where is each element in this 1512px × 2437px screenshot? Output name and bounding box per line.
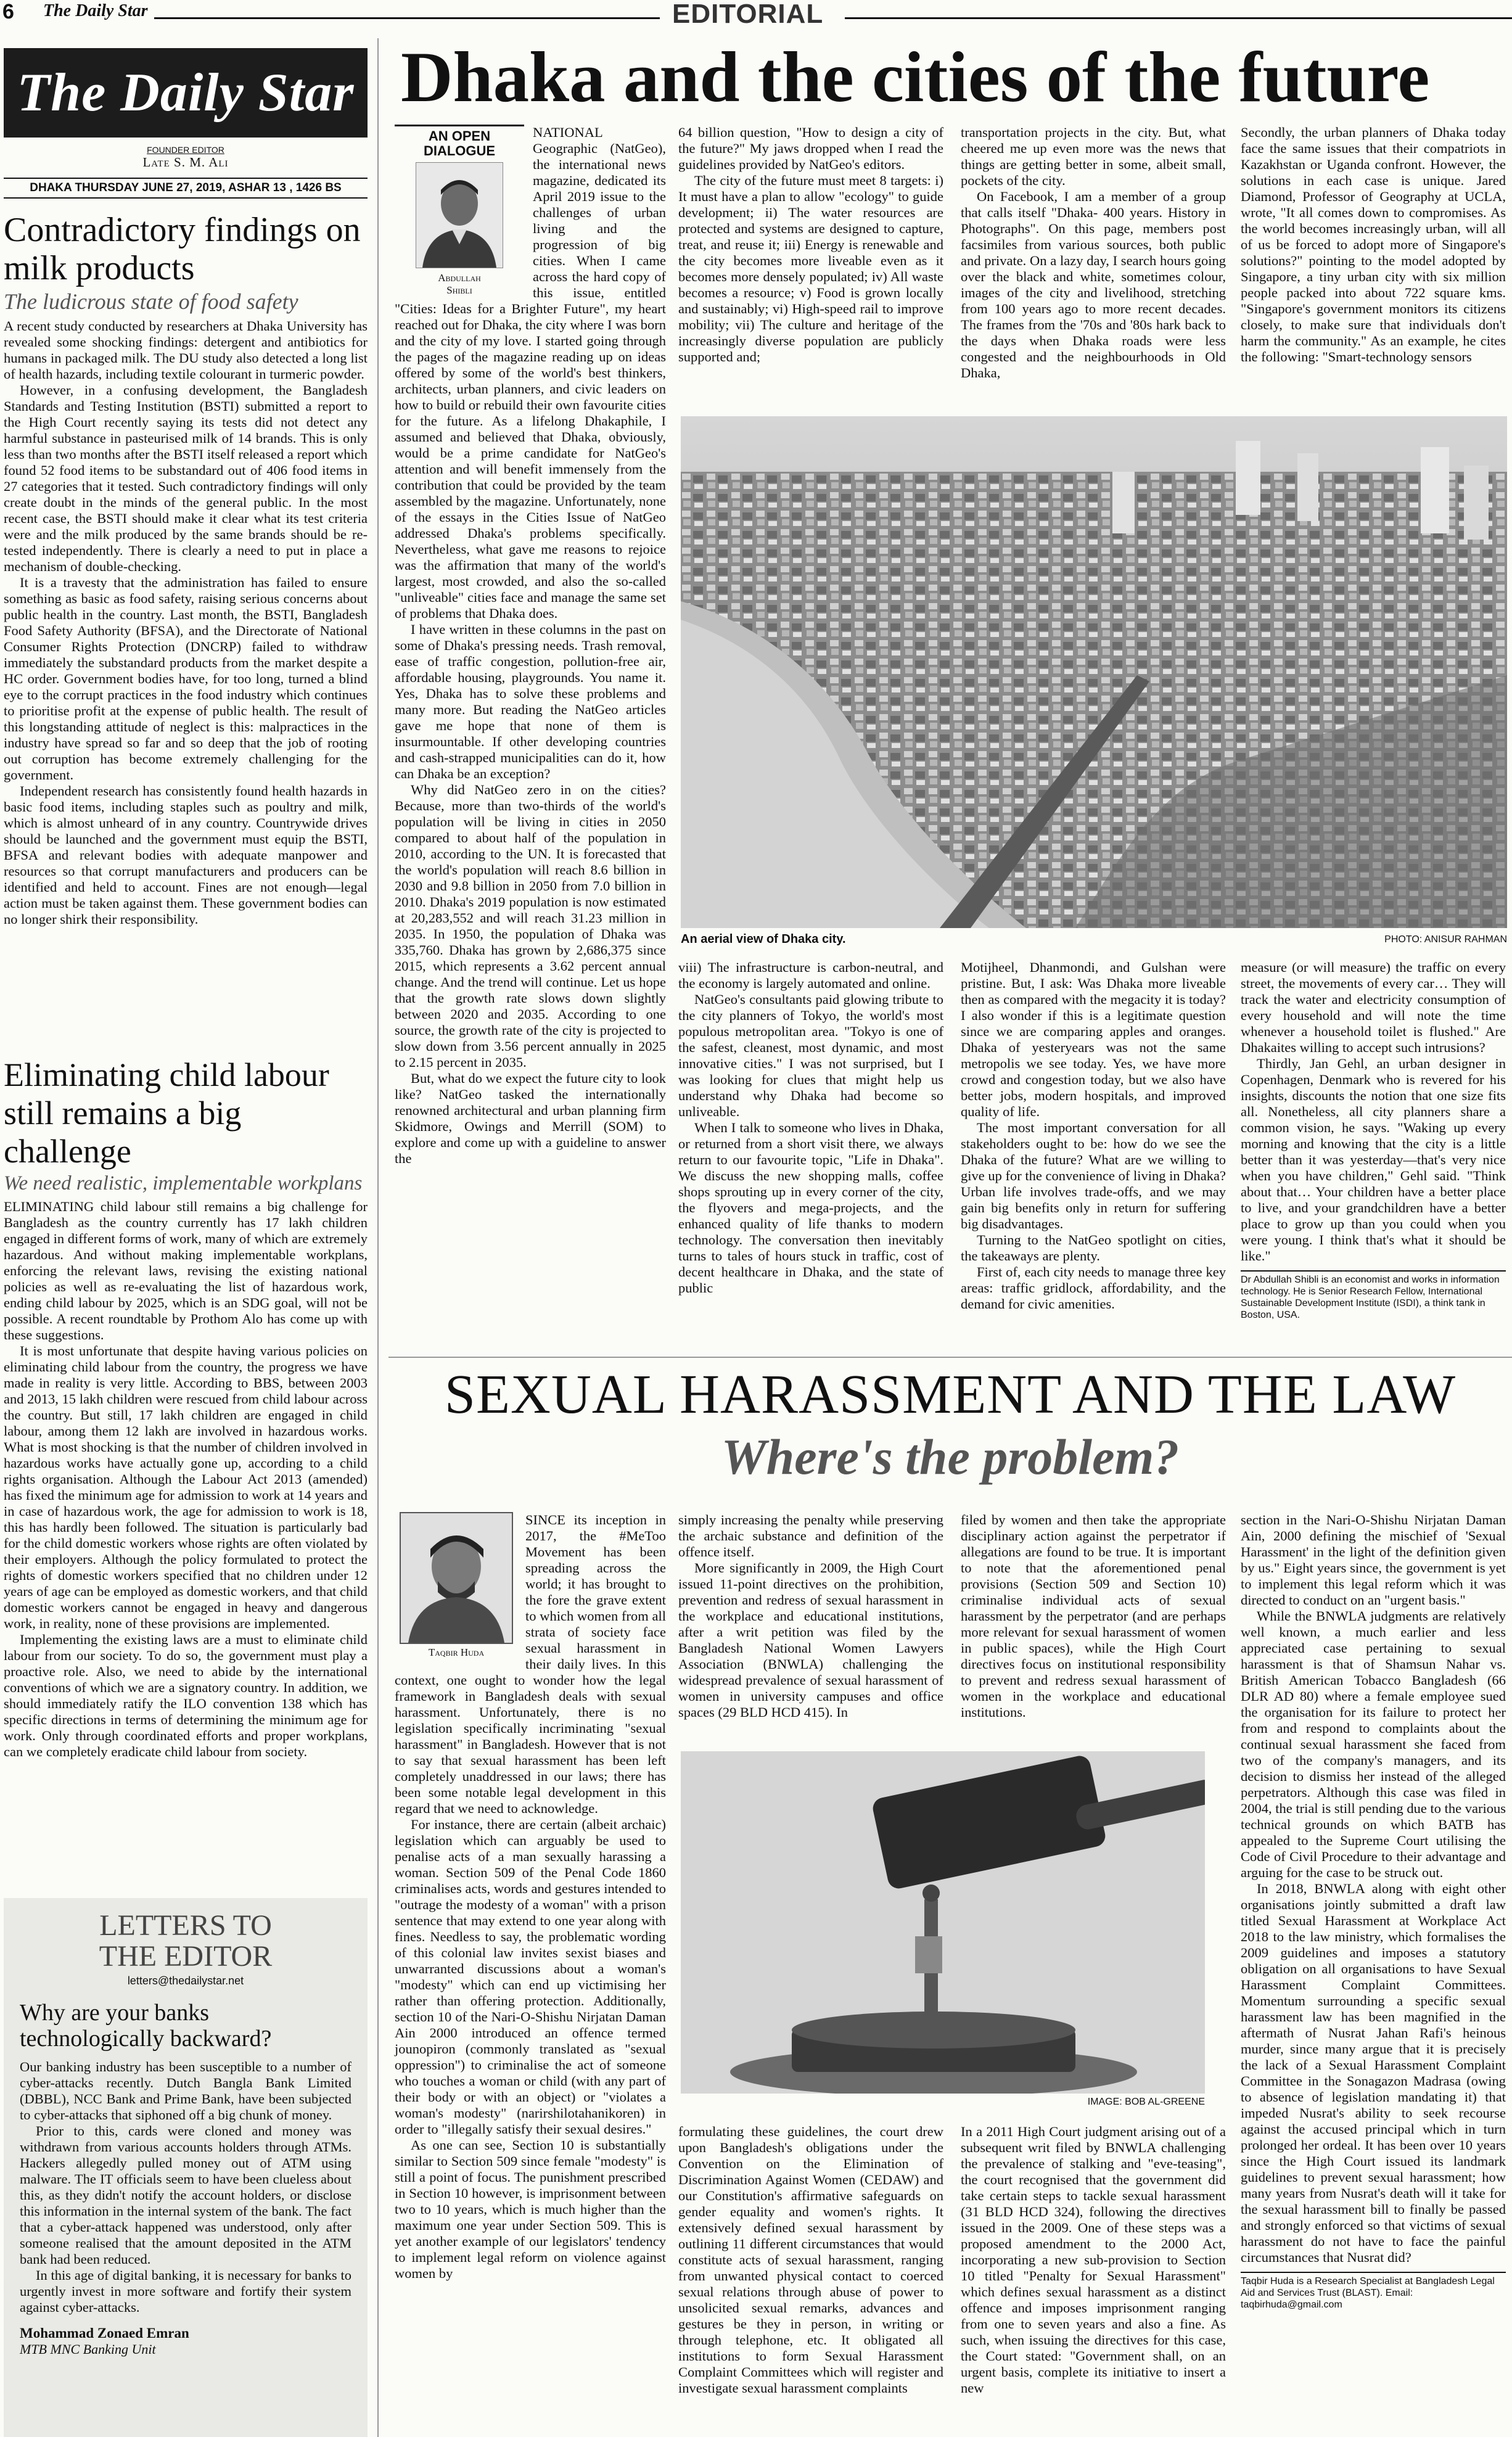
column-label: AN OPEN DIALOGUE: [395, 125, 524, 158]
author2-portrait-icon: [401, 1513, 512, 1643]
article1-col2-bottom: [678, 960, 943, 1296]
paragraph: ELIMINATING child labour still remains a big challenge for Bangladesh as the country currently has 17 lakh children engaged in different forms of work, many of which are extremely hazardous. And without making implementable workplans, enforcing the relevant laws, revising the existing national policies as well as re-evaluating the list of hazardous work, ending child labour by 2025, which is an SDG goal, will not be possible. A recent roundtable by Prothom Alo has come up with these suggestions.: [4, 1199, 368, 1342]
header-rule-left: [154, 17, 660, 19]
article2-subtitle: Where's the problem?: [721, 1429, 1180, 1485]
editorial-milk: [4, 211, 368, 927]
dateline: DHAKA THURSDAY JUNE 27, 2019, ASHAR 13 , 1426 BS: [4, 178, 368, 199]
image-credit: IMAGE: BOB AL-GREENE: [1087, 2097, 1205, 2107]
paragraph: formulating these guidelines, the court drew upon Bangladesh's obligations under the Convention on the Elimination of Discrimination Against Women (CEDAW) and our Constitution's affirmative safeguards on gender equality and women's rights. It extensively defined sexual harassment by outlining 11 different circumstances that would constitute acts of sexual harassment, ranging from unwanted physical contact to coerced sexual relations through abuse of power to unsolicited sexual remarks, advances and gestures be they in person, in writing or through telephone, etc. It obligated all institutions to form Sexual Harassment Complaint Committees which will register and investigate sexual harassment complaints: [678, 2124, 943, 2396]
paragraph: In 2018, BNWLA along with eight other organisations jointly submitted a draft law titled Sexual Harassment at Workplace Act 2018 to the law ministry, which formalises the 2009 guidelines and imposes a statutory obligation on all organisations to have Sexual Harassment Complaint Committees. Momentum surrounding a specific sexual harassment law has been magnified in the aftermath of Nusrat Jahan Rafi's heinous murder, since many argue that it is precisely the lack of a Sexual Harassment Complaint Committee in the Sonagazon Madrasa (owing to absence of legislation mandating it) that impeded Nusrat's ability to seek recourse against the accused principal which in turn prolonged her ordeal. It has been over 10 years since the High Court issued its landmark guidelines to prevent sexual harassment; how many years from Nusrat's death will it take for the sexual harassment bill to finally be passed and strongly enforced so that victims of sexual harassment do not have to face the painful circumstances that Nusrat did?: [1241, 1881, 1506, 2265]
letters-headline: Why are your banks technologically backward?: [20, 2000, 272, 2052]
paragraph: While the BNWLA judgments are relatively well known, a much earlier and less appreciated case pertaining to sexual harassment is that of Shamsun Nahar vs. British American Tobacco Bangladesh (66 DLR AD 80) where a female employee sued the organisation for its failure to protect her from and respond to complaints about the continual sexual harassment she faced from two of the company's managers, and its decision to dismiss her instead of the alleged perpetrators. Although this case was filed in 2004, the trial is still pending due to the various technical grounds on which BATB has appealed to the Supreme Court utilising the Code of Civil Procedure to their advantage and arguing for the case to be struck out.: [1241, 1608, 1506, 1880]
paragraph: As one can see, Section 10 is substantially similar to Section 509 since female "modesty" is still a point of focus. The punishment prescribed in Section 10 however, is imprisonment between two to 10 years, which is much higher than the maximum one year under Section 509. This is yet another example of our legislators' tendency to implement legal reform on violence against women by: [395, 2137, 666, 2281]
paragraph: In this age of digital banking, it is necessary for banks to urgently invest in more software and fortify their system against cyber-attacks.: [20, 2267, 351, 2315]
paragraph: On Facebook, I am a member of a group that calls itself "Dhaka- 400 years. History in Photographs". On this page, members post facsimiles from various sources, both public and private. On a lazy day, I search hours going over the black and white, sometimes colour, images of the city and livelihood, stretching from 100 years ago to more recent decades. The frames from the '70s and '80s hark back to the days when Dhaka roads were less congested and the neighbourhoods in Old Dhaka,: [961, 189, 1226, 380]
editorial-child-subtitle: We need realistic, implementable workplans: [4, 1172, 363, 1194]
paragraph: Thirdly, Jan Gehl, an urban designer in Copenhagen, Denmark who is revered for his insights, discounts the notion that one size fits all. Nonetheless, all city planners share a common vision, he says. "Waking up every morning and knowing that the city is a little better than it was yesterday—that's very nice when you have children," Gehl said. "Think about that… Your children have a better place to live, and your grandchildren have a better place to grow up than you could when you were young. I think that's what it should be like.": [1241, 1056, 1506, 1264]
founder-name: Late S. M. Ali: [142, 155, 229, 170]
letter-author: Mohammad Zonaed Emran: [20, 2325, 189, 2341]
author-photo: [416, 162, 503, 268]
letters-title: LETTERS TO THE EDITOR: [99, 1909, 273, 1973]
author-portrait-icon: [416, 163, 503, 268]
paragraph: Implementing the existing laws are a must to eliminate child labour from our society. To do so, the government must play a proactive role. Also, we need to abide by the international conventions of which we are a signatory country. In addition, we should immediately ratify the ILO convention 138 which has specific directions in terms of determining the minimum age for work. Only through coordinated efforts and proper workplans, can we completely eradicate child labour from society.: [4, 1632, 368, 1759]
article1-col2-top: [678, 125, 943, 365]
paragraph: More significantly in 2009, the High Court issued 11-point directives on the prohibition, prevention and redress of sexual harassment in the workplace and educational institutions, after a writ petition was filed by the Bangladesh National Women Lawyers Association (BNWLA) challenging the widespread prevalence of sexual harassment of women in university campuses and office spaces (29 BLD HCD 415). In: [678, 1560, 943, 1720]
paragraph: Prior to this, cards were cloned and money was withdrawn from various accounts holders through ATMs. Hackers allegedly pulled money out of ATM using malware. The IT officials seem to have been clueless about this, as they didn't notify the account holders, or disclose this information in the internal system of the bank. The fact that a cyber-attack happened was understood, only after someone realised that the amount deposited in the ATM bank had been reduced.: [20, 2123, 351, 2267]
paragraph: The city of the future must meet 8 targets: i) It must have a plan to allow "ecology" to guide development; ii) The water resources are protected and systems are designed to capture, treat, and reuse it; iii) Energy is renewable and the city becomes more liveable even as it becomes more densely populated; iv) All waste becomes a resource; v) Food is grown locally and sustainably; vi) High-speed rail to improve mobility; vii) The culture and heritage of the increasingly diverse population are publicly supported and;: [678, 173, 943, 364]
header-paper-name: The Daily Star: [43, 1, 148, 20]
editorial-child-labour: [4, 1056, 368, 1760]
column-divider: [377, 38, 379, 2437]
article2-col2-top: [678, 1512, 943, 1720]
paragraph: The most important conversation for all stakeholders ought to be: how do we see the Dhaka of the future? What are we willing to give up for the convenience of living in Dhaka? Urban life involves trade-offs, and we may gain big benefits only in return for suffering big disadvantages.: [961, 1120, 1226, 1231]
founder-label: FOUNDER EDITOR: [147, 145, 224, 155]
aerial-dhaka-photo: [681, 416, 1507, 928]
header-rule-right: [845, 17, 1512, 19]
paragraph: Our banking industry has been susceptible to a number of cyber-attacks recently. Dutch Bangla Bank Limited (DBBL), NCC Bank and Prime Bank, have been subjected to cyber-attacks that siphoned off a big chunk of money.: [20, 2059, 351, 2123]
article2-col4: [1241, 1512, 1506, 2311]
photo-credit: PHOTO: ANISUR RAHMAN: [1384, 934, 1507, 945]
paragraph: simply increasing the penalty while preserving the archaic substance and definition of the offence itself.: [678, 1512, 943, 1560]
article1-col4-top: [1241, 125, 1506, 365]
article2-col3-top: [961, 1512, 1226, 1720]
paragraph: First of, each city needs to manage three key areas: traffic gridlock, affordability, and the demand for civic amenities.: [961, 1264, 1226, 1312]
editorial-milk-body: [4, 318, 368, 927]
paragraph: SINCE its inception in 2017, the #MeToo Movement has been spreading across the world; it has brought to the fore the grave extent to which women from all strata of society face sexual harassment in their daily lives. In this context, one ought to wonder how the legal framework in Bangladesh deals with sexual harassment. Unfortunately, there is no legislation specifically incriminating "sexual harassment" in Bangladesh. However that is not to say that sexual harassment has been left completely unaddressed in our laws; there has been some notable legal development in this regard that we need to acknowledge.: [395, 1512, 666, 1816]
paragraph: However, in a confusing development, the Bangladesh Standards and Testing Institution (BSTI) submitted a report to the High Court recently saying its tests did not detect any harmful substance in pasteurised milk of 14 brands. This is only less than two months after the BSTI itself released a report which found 52 food items to be substandard out of 406 food items in 27 categories that it tested. Such contradictory findings will only create doubt in the minds of the general public. In the most recent case, the BSTI should make it clear what its test criteria were and the milk produced by the same brands should be re-tested independently. There is clearly a need to put in place a mechanism of double-checking.: [4, 382, 368, 574]
author2-name: Taqbir Huda: [428, 1646, 485, 1658]
author2-bio: Taqbir Huda is a Research Specialist at Bangladesh Legal Aid and Services Trust (BLAST). Email: taqbirhuda@gmail.com: [1241, 2272, 1506, 2311]
editorial-child-body: [4, 1199, 368, 1760]
paragraph: When I talk to someone who lives in Dhaka, or returned from a short visit there, we always return to our favourite topic, "Life in Dhaka". We discuss the new shopping malls, coffee shops sprouting up in every corner of the city, the flyovers and mega-projects, and the enhanced quality of life thanks to modern technology. The conversation then inevitably turns to tales of hours stuck in traffic, cost of decent healthcare in Dhaka, and the state of public: [678, 1120, 943, 1296]
aerial-city-image: [681, 416, 1507, 928]
page-number: 6: [2, 0, 14, 23]
editorial-milk-title: Contradictory findings on milk products: [4, 211, 361, 287]
author-bio: Dr Abdullah Shibli is an economist and works in information technology. He is Senior Research Fellow, International Sustainable Development Institute (ISDI), a think tank in Boston, USA.: [1241, 1270, 1506, 1321]
author-name: Abdullah Shibli: [438, 272, 481, 296]
article2-col1: [395, 1512, 666, 2282]
section-rule: [388, 1357, 1512, 1358]
paragraph: Independent research has consistently found health hazards in basic food items, including staples such as poultry and milk, which is almost unheard of in any country. Countrywide drives should be launched and the government must equip the BSTI, BFSA and relevant bodies with adequate manpower and resources so that corrupt manufacturers and producers can be identified and held to account. Fines are not enough—legal action must be taken against them. These government bodies can no longer shirk their responsibility.: [4, 783, 368, 927]
section-label: EDITORIAL: [672, 0, 824, 29]
author2-box: [395, 1512, 518, 1659]
editorial-milk-subtitle: The ludicrous state of food safety: [4, 289, 298, 314]
article1-col3-bottom: [961, 960, 1226, 1312]
photo-caption: An aerial view of Dhaka city.: [681, 932, 846, 946]
founder-block: [4, 145, 368, 170]
letters-box: [4, 1898, 368, 2437]
letter-affiliation: MTB MNC Banking Unit: [20, 2341, 156, 2357]
letters-email[interactable]: letters@thedailystar.net: [127, 1975, 244, 1987]
paragraph: transportation projects in the city. But, what cheered me up even more was the news that things are getting better in some, albeit small, pockets of the city.: [961, 125, 1226, 188]
paragraph: But, what do we expect the future city to look like? NatGeo tasked the internationally renowned architectural and urban planning firm Skidmore, Owings and Merrill (SOM) to explore and come up with a guideline to answer the: [395, 1071, 666, 1166]
masthead-logo: The Daily Star: [17, 63, 355, 123]
author2-photo: [400, 1512, 513, 1644]
paragraph: viii) The infrastructure is carbon-neutral, and the economy is largely automated and online.: [678, 960, 943, 991]
article1-col3-top: [961, 125, 1226, 381]
paragraph: 64 billion question, "How to design a city of the future?" My jaws dropped when I read the guidelines provided by NatGeo's editors.: [678, 125, 943, 172]
paragraph: Turning to the NatGeo spotlight on cities, the takeaways are plenty.: [961, 1232, 1226, 1264]
paragraph: It is most unfortunate that despite having various policies on eliminating child labour from the country, the progress we have made in reality is very little. According to BBS, between 2003 and 2013, 15 lakh children were rescued from child labour across the country. But still, 17 lakh children are engaged in child labour, among them 12 lakh are involved in hazardous works. What is most shocking is that the number of children involved in hazardous works have actually gone up, according to a child rights organisation. Although the Labour Act 2013 (amended) has fixed the minimum age for admission to work at 14 years and in case of hazardous work, the age for admission to work is 18, this has hardly been followed. The situation is particularly bad for the child domestic workers whose rights are often violated by their employers. Although the policy formulated to protect the rights of domestic workers specified that no children under 12 years of age can be employed as domestic workers, and that child domestic workers cannot be engaged in heavy and dangerous work, in reality, none of these provisions are implemented.: [4, 1343, 368, 1631]
paragraph: NATIONAL Geographic (NatGeo), the international news magazine, dedicated its April 2019 issue to the challenges of urban living and the progression of big cities. When I came across the hard copy of this issue, entitled "Cities: Ideas for a Brighter Future", my heart reached out for Dhaka, the city where I was born and the city of my love. I started going through the pages of the magazine reading up on ideas offered by some of the world's best thinkers, architects, urban planners, and civic leaders on how to build or rebuild their own favourite cities for the future. As a lifelong Dhakaphile, I assumed and believed that Dhaka, obviously, would be a prime candidate for NatGeo's attention and will benefit immensely from the contribution that could be provided by the team assembled by the magazine. Unfortunately, none of the essays in the Cities Issue of NatGeo addressed Dhaka's problems specifically. Nevertheless, what gave me reasons to rejoice was the affirmation that many of the world's largest, most crowded, and also the so-called "unliveable" cities face and manage the same set of problems that Dhaka does.: [395, 125, 666, 621]
author-box: [395, 125, 524, 297]
article1-title: Dhaka and the cities of the future: [401, 38, 1430, 117]
paragraph: In a 2011 High Court judgment arising out of a subsequent writ filed by BNWLA challenging the prevalence of stalking and "eve-teasing", the court recognised that the government did take certain steps to tackle sexual harassment (31 BLD HCD 324), following the directives issued in the 2009. One of these steps was a proposed amendment to the 2000 Act, incorporating a new sub-provision to Section 10 titled "Penalty for Sexual Harassment" which defines sexual harassment as a distinct offence and imposes imprisonment ranging from one to seven years and also a fine. As such, when issuing the directives for this case, the Court stated: "Government shall, on an urgent basis, complete its initiative to insert a new: [961, 2124, 1226, 2396]
masthead: [4, 48, 368, 138]
paragraph: For instance, there are certain (albeit archaic) legislation which can arguably be used to penalise acts of a man sexually harassing a woman. Section 509 of the Penal Code 1860 criminalises acts, words and gestures intended to "outrage the modesty of a woman" with a prison sentence that may extend to one year along with fines. Needless to say, the problematic wording of this colonial law invites sexist biases and unwarranted discussions about a woman's "modesty" which can end up victimising her rather than offering protection. Additionally, section 10 of the Nari-O-Shishu Nirjatan Daman Ain 2000 introduced an offence termed jounopiron (commonly translated as "sexual oppression") to criminalise the act of someone who touches a woman or child (with any part of their body or with an object) or "violates a woman's modesty" (narirshilotahanikoren) in order to "illegally satisfy their sexual desires.": [395, 1817, 666, 2137]
paragraph: A recent study conducted by researchers at Dhaka University has revealed some shocking findings: detergent and antibiotics for humans in packaged milk. The DU study also detected a long list of health hazards, including textile colourant in turmeric powder.: [4, 318, 368, 382]
paragraph: It is a travesty that the administration has failed to ensure something as basic as food safety, raising serious concerns about public health in the country. Last month, the BSTI, Bangladesh Food Safety Authority (BFSA), and the Directorate of National Consumer Rights Protection (DNCRP) failed to withdraw immediately the substandard products from the market despite a HC order. Government bodies have, for too long, turned a blind eye to the corrupt practices in the food industry which continues to prioritise profit at the expense of public health. The result of this longstanding attitude of neglect is this: malpractices in the industry have spread so far and so deep that the job of rooting out corruption has become extremely challenging for the government.: [4, 575, 368, 783]
article1-col4-bottom: [1241, 960, 1506, 1321]
paragraph: I have written in these columns in the past on some of Dhaka's pressing needs. Trash removal, ease of traffic congestion, pollution-free air, affordable housing, playgrounds. You name it. Yes, Dhaka has to solve these problems and many more. But reading the NatGeo articles gave me hope that none of them is insurmountable. If other developing countries and cash-strapped municipalities can do it, how can Dhaka be an exception?: [395, 622, 666, 781]
letters-body: [20, 2059, 351, 2316]
article2-col2-bottom: [678, 2124, 943, 2396]
paragraph: Secondly, the urban planners of Dhaka today face the same issues that their compatriots in Kazakhstan or Uganda confront. However, the solutions in each case is unique. Jared Diamond, Professor of Geography at UCLA, wrote, "It all comes down to compromises. As the world becomes increasingly urban, will all of us be forced to adopt more of Singapore's solutions?" pointing to the model adopted by Singapore, a tiny urban city with six million people packed into about 722 square kms. "Singapore's government monitors its citizens closely, to make sure that individuals don't harm the community." As an example, he cites the following: "Smart-technology sensors: [1241, 125, 1506, 364]
paragraph: NatGeo's consultants paid glowing tribute to the city planners of Tokyo, the world's most populous metropolitan area. "Tokyo is one of the safest, cleanest, most dynamic, and most innovative cities." I was not surprised, but I was looking for clues that might help us understand why Dhaka had become so unliveable.: [678, 992, 943, 1119]
paragraph: Motijheel, Dhanmondi, and Gulshan were pristine. But, I ask: Was Dhaka more liveable then as compared with the megacity it is today? I also wonder if this is a legitimate question since we are comparing apples and oranges. Dhaka of yesteryears was not the same metropolis we see today. Yes, we have more crowd and congestion today, but we also have better jobs, modern hospitals, and improved quality of life.: [961, 960, 1226, 1119]
article2-col3-bottom: [961, 2124, 1226, 2396]
article2-title: SEXUAL HARASSMENT AND THE LAW: [444, 1364, 1457, 1425]
paragraph: section in the Nari-O-Shishu Nirjatan Daman Ain, 2000 defining the mischief of 'Sexual Harassment' in the light of the definition given by us." Eight years since, the government is yet to implement this legal reform which it was directed to conduct on an "urgent basis.": [1241, 1512, 1506, 1608]
paragraph: measure (or will measure) the traffic on every street, the movements of every car… They will track the water and electricity consumption of every household and will note the time whenever a household toilet is flushed." Are Dhakaites willing to accept such intrusions?: [1241, 960, 1506, 1055]
article1-col1: [395, 125, 666, 1167]
gavel-image: [681, 1751, 1205, 2094]
gavel-illustration: [681, 1751, 1205, 2094]
paragraph: filed by women and then take the appropriate disciplinary action against the perpetrator if allegations are found to be true. It is important to note that the aforementioned penal provisions (Section 509 and Section 10) criminalise individual acts of sexual harassment by the perpetrator (and are perhaps more relevant for sexual harassment of women in public spaces), while the High Court directives focus on institutional responsibility to prevent and redress sexual harassment of women in the workplace and educational institutions.: [961, 1512, 1226, 1720]
paragraph: Why did NatGeo zero in on the cities? Because, more than two-thirds of the world's population will be living in cities in 2050 compared to about half of the population in 2010, according to the UN. It is forecasted that the world's population will reach 8.6 billion in 2030 and 9.8 billion in 2050 from 7.0 billion in 2010. Dhaka's 2019 population is now estimated at 20,283,552 and will reach 31.23 million in 2035. In 1950, the population of Dhaka was 335,760. Dhaka has grown by 2,686,375 since 2015, which represents a 3.62 percent annual change. And the trend will continue. Let us hope that the growth rate slows down slightly between 2020 and 2035. According to one source, the growth rate of the city is projected to slow down from 3.56 percent annually in 2025 to 2.15 percent in 2035.: [395, 782, 666, 1070]
editorial-child-title: Eliminating child labour still remains a big challenge: [4, 1056, 329, 1170]
